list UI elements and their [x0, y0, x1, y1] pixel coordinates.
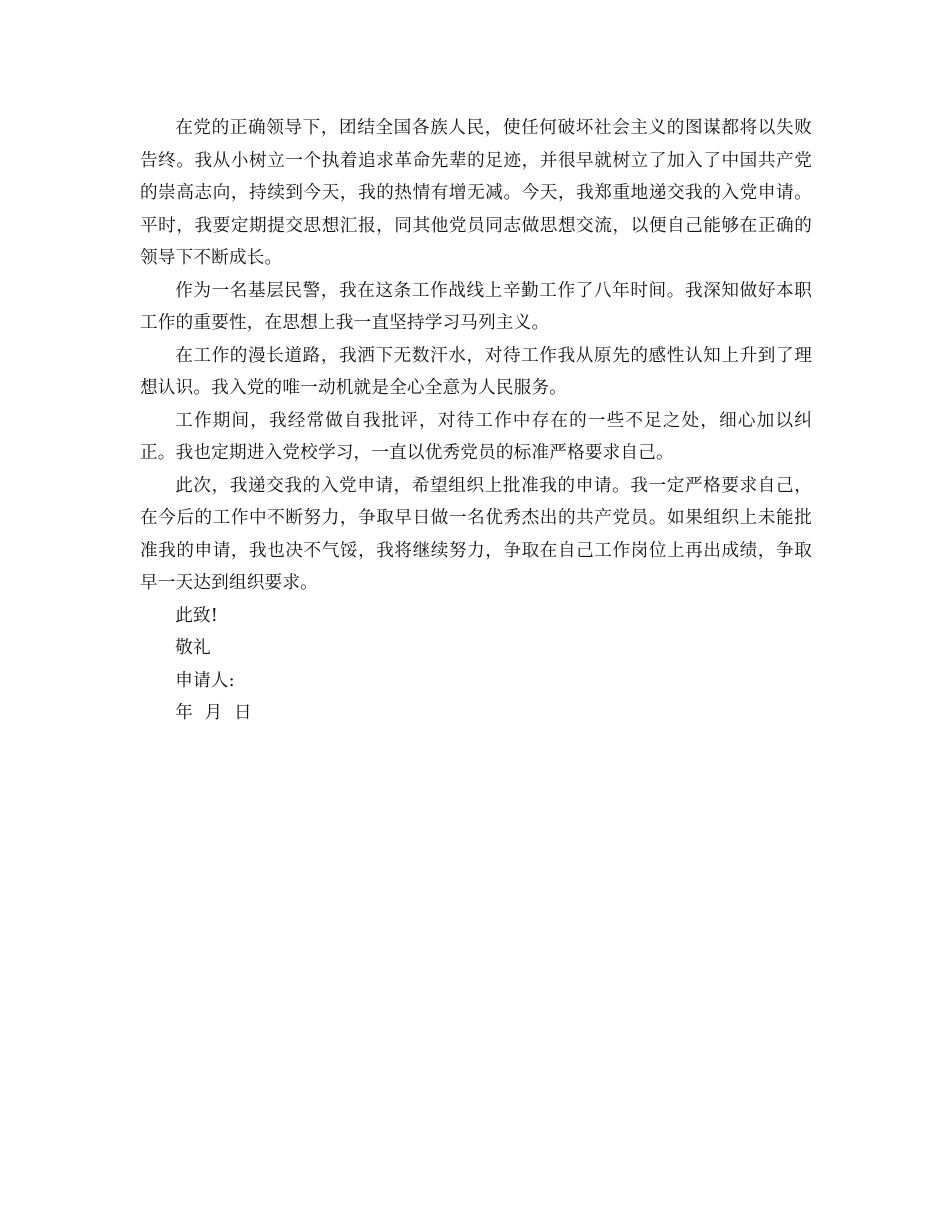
letter-body	[140, 112, 812, 730]
paragraph-3: 在工作的漫长道路，我洒下无数汗水，对待工作我从原先的感性认知上升到了理想认识。我入党的唯一动机就是全心全意为人民服务。	[140, 345, 812, 398]
paragraph-1: 在党的正确领导下，团结全国各族人民，使任何破坏社会主义的图谋都将以失败告终。我从小树立一个执着追求革命先辈的足迹，并很早就树立了加入了中国共产党的崇高志向，持续到今天，我的热情有增无减。今天，我郑重地递交我的入党申请。平时，我要定期提交思想汇报，同其他党员同志做思想交流，以便自己能够在正确的领导下不断成长。	[140, 118, 812, 268]
closing-salutation: 此致!	[175, 605, 219, 626]
applicant-signature-line: 申请人:	[175, 670, 235, 691]
paragraph-4: 工作期间，我经常做自我批评，对待工作中存在的一些不足之处，细心加以纠正。我也定期进入党校学习，一直以优秀党员的标准严格要求自己。	[140, 410, 812, 463]
closing-respect: 敬礼	[175, 638, 211, 658]
date-line: 年 月 日	[175, 703, 252, 723]
paragraph-2: 作为一名基层民警，我在这条工作战线上辛勤工作了八年时间。我深知做好本职工作的重要性，在思想上我一直坚持学习马列主义。	[140, 280, 812, 333]
paragraph-5: 此次，我递交我的入党申请，希望组织上批准我的申请。我一定严格要求自己，在今后的工作中不断努力，争取早日做一名优秀杰出的共产党员。如果组织上未能批准我的申请，我也决不气馁，我将继续努力，争取在自己工作岗位上再出成绩，争取早一天达到组织要求。	[140, 475, 812, 593]
